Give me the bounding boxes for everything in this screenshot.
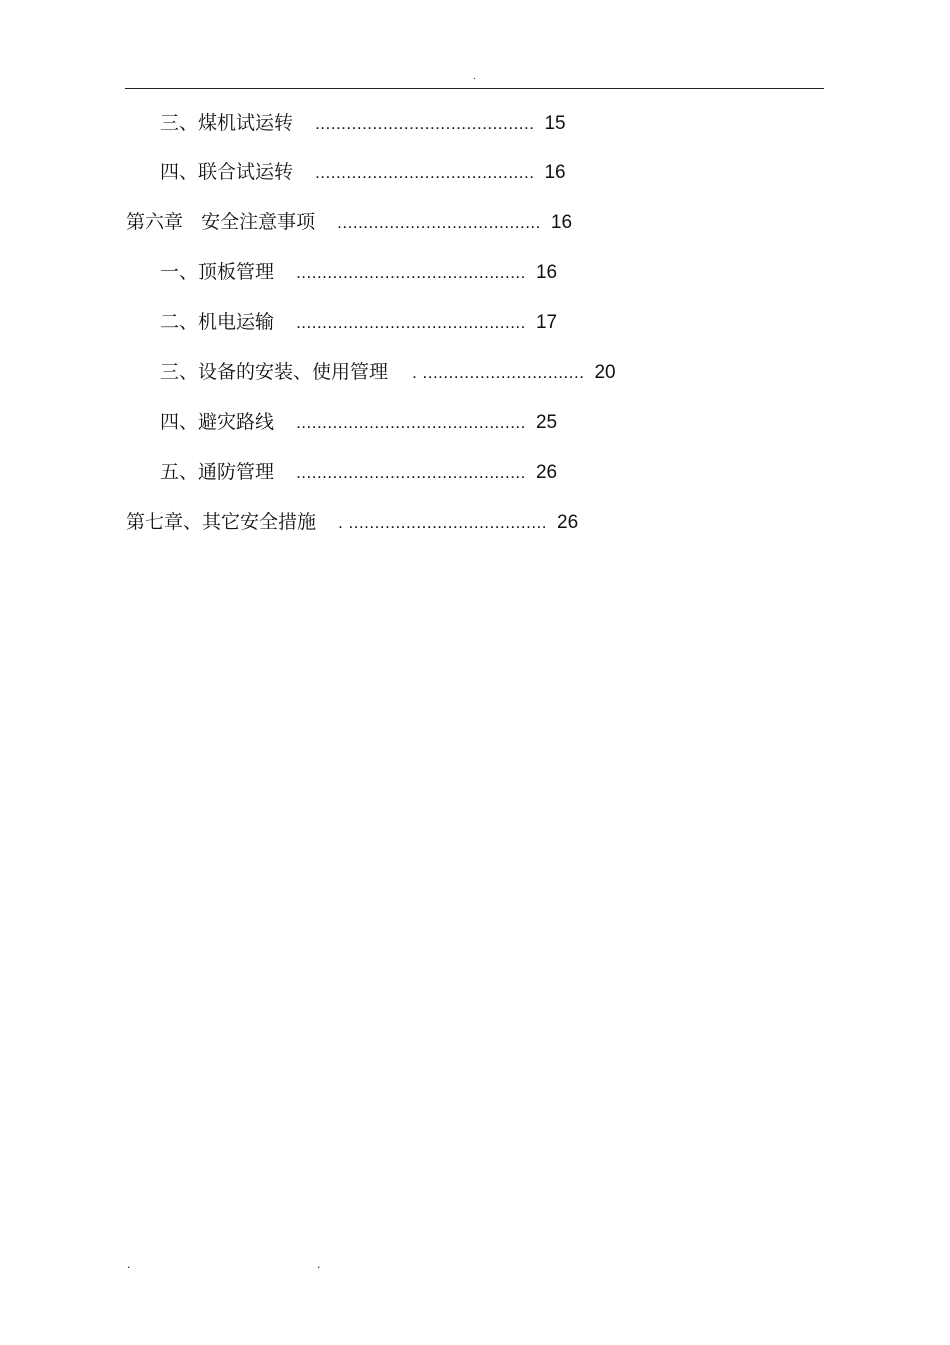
toc-entry-page: 16 bbox=[544, 162, 566, 183]
toc-entry[interactable] bbox=[126, 207, 572, 237]
toc-entry-title: 二、机电运输 bbox=[160, 311, 275, 333]
toc-entry-page: 15 bbox=[544, 113, 566, 134]
toc-entry[interactable] bbox=[160, 307, 557, 337]
toc-entry-title: 四、联合试运转 bbox=[160, 161, 294, 183]
toc-entry-leader: ............................................ bbox=[296, 263, 526, 282]
toc-entry-leader: ............................................ bbox=[296, 313, 526, 332]
toc-entry-title: 第六章 安全注意事项 bbox=[126, 211, 316, 233]
toc-entry-title: 五、通防管理 bbox=[160, 461, 275, 483]
toc-entry-title: 四、避灾路线 bbox=[160, 411, 275, 433]
toc-entry-page: 16 bbox=[535, 262, 558, 283]
toc-entry-leader: .......................................... bbox=[315, 114, 535, 133]
toc-entry-page: 25 bbox=[535, 412, 558, 433]
footer-right-mark: . bbox=[317, 1257, 321, 1271]
toc-entry-page: 20 bbox=[594, 362, 616, 383]
toc-entry-title: 三、设备的安装、使用管理 bbox=[160, 361, 389, 383]
toc-entry-leader: . ...................................... bbox=[338, 513, 547, 532]
toc-entry[interactable] bbox=[160, 457, 557, 487]
header-mark: . bbox=[473, 71, 476, 82]
toc-entry-leader: ............................................ bbox=[296, 413, 526, 432]
toc-entry[interactable] bbox=[160, 157, 566, 187]
toc-entry-leader: . ............................... bbox=[412, 363, 585, 382]
toc-entry-leader: .......................................... bbox=[315, 163, 535, 182]
toc-entry-page: 26 bbox=[557, 512, 579, 533]
toc-entry[interactable] bbox=[160, 108, 566, 138]
toc-entry[interactable] bbox=[126, 507, 578, 537]
toc-entry-title: 三、煤机试运转 bbox=[160, 112, 294, 134]
toc-entry[interactable] bbox=[160, 407, 557, 437]
toc-entry-leader: ............................................ bbox=[296, 463, 526, 482]
toc-entry-leader: ....................................... bbox=[337, 213, 541, 232]
toc-entry-page: 26 bbox=[535, 462, 558, 483]
toc-entry-page: 16 bbox=[550, 212, 573, 233]
toc-entry[interactable] bbox=[160, 357, 616, 387]
footer-left-mark: . bbox=[127, 1257, 131, 1271]
toc-entry-page: 17 bbox=[535, 312, 558, 333]
toc-entry-title: 一、顶板管理 bbox=[160, 261, 275, 283]
toc-entry-title: 第七章、其它安全措施 bbox=[126, 511, 317, 533]
toc-entry[interactable] bbox=[160, 257, 557, 287]
